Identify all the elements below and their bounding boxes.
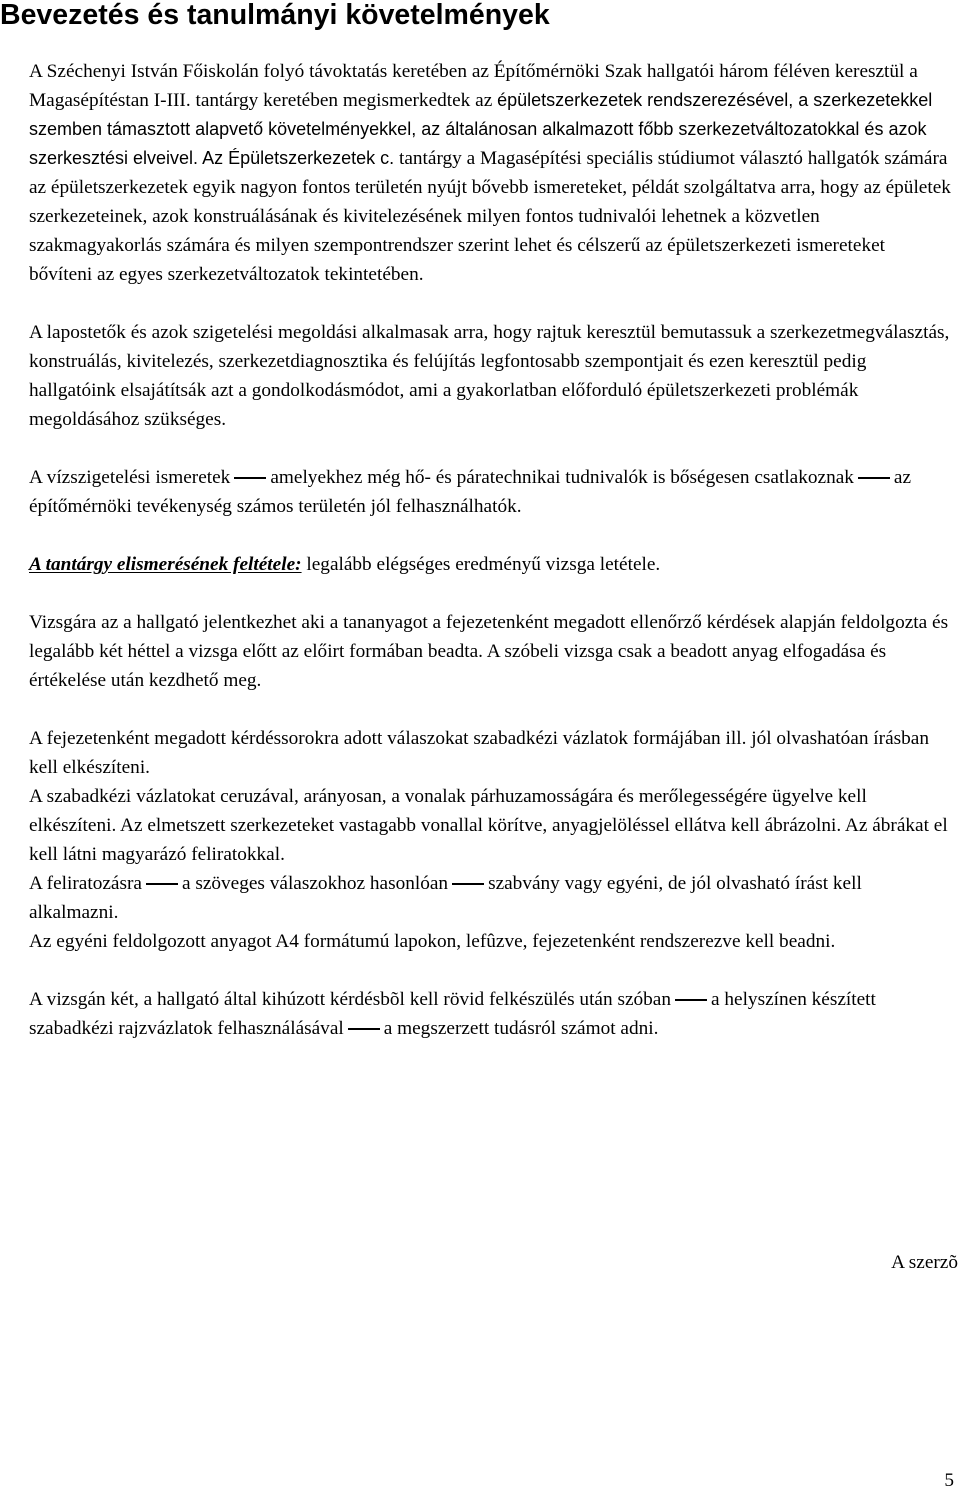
paragraph-intro xyxy=(29,57,951,289)
requirement-text: legalább elégséges eredményű vizsga letétele. xyxy=(301,554,661,575)
oral-exam-text-part-2: a helyszínen készített szabadkézi rajzvázlatok felhasználásával xyxy=(29,989,876,1039)
em-dash-rule xyxy=(146,883,178,885)
em-dash-rule xyxy=(234,477,266,479)
paragraph-requirement xyxy=(29,550,951,579)
intro-text-part-3: tantárgy a Magasépítési speciális stúdiumot választó hallgatók számára az épületszerkezetek egyik nagyon fontos területén nyújt bővebb ismereteket, példát szolgáltatva arra, hogy az épületek szerkezeteinek, azok konstruálásának és kivitelezésének milyen fontos tudnivalói lehetnek a közvetlen szakmagyakorlás számára és milyen szempontrendszer szerint lehet és célszerű az épületszerkezeti ismereteket bővíteni az egyes szerkezetváltozatok tekintetében. xyxy=(29,148,951,285)
labelling-text-part-1: A feliratozásra xyxy=(29,873,142,894)
oral-exam-text-part-1: A vizsgán két, a hallgató által kihúzott kérdésbõl kell rövid felkészülés után szóban xyxy=(29,989,671,1010)
intro-text-part-1: A Széchenyi István Főiskolán folyó távoktatás keretében az Építőmérnöki Szak hallgatói három féléven keresztül a Magasépítéstan I-III. tantárgy keretében megismerkedtek az xyxy=(29,61,918,111)
paragraph-answers: A fejezetenként megadott kérdéssorokra adott válaszokat szabadkézi vázlatok formájában ill. jól olvashatóan írásban kell elkészíteni. xyxy=(29,728,929,778)
em-dash-rule xyxy=(348,1028,380,1030)
paragraph-submission: Az egyéni feldolgozott anyagot A4 formátumú lapokon, lefûzve, fejezetenként rendszerezve kell beadni. xyxy=(29,931,836,952)
labelling-text-part-2: a szöveges válaszokhoz hasonlóan xyxy=(181,873,449,894)
paragraph-labelling xyxy=(29,869,951,927)
paragraph-exam-registration: Vizsgára az a hallgató jelentkezhet aki a tananyagot a fejezetenként megadott ellenőrző kérdések alapján feldolgozta és legalább két héttel a vizsga előtt az előirt formában beadta. A szóbeli vizsga csak a beadott anyag elfogadása és értékelése után kezdhető meg. xyxy=(29,612,949,691)
waterproofing-text-part-3: az építőmérnöki tevékenység számos területén jól felhasználhatók. xyxy=(29,467,912,517)
page-title: Bevezetés és tanulmányi követelmények xyxy=(0,0,550,31)
page-number: 5 xyxy=(944,1470,954,1491)
document-body xyxy=(29,57,951,1072)
paragraph-waterproofing xyxy=(29,463,951,521)
author-signature: A szerzõ xyxy=(891,1252,958,1273)
oral-exam-text-part-3: a megszerzett tudásról számot adni. xyxy=(383,1018,659,1039)
paragraph-sketches: A szabadkézi vázlatokat ceruzával, arányosan, a vonalak párhuzamosságára és merőlegességére ügyelve kell elkészíteni. Az elmetszett szerkezeteket vastagabb vonallal körítve, anyagjelöléssel ellátva kell ábrázolni. Az ábrákat el kell látni magyarázó feliratokkal. xyxy=(29,786,948,865)
waterproofing-text-part-2: amelyekhez még hő- és páratechnikai tudnivalók is bőségesen csatlakoznak xyxy=(270,467,854,488)
em-dash-rule xyxy=(452,883,484,885)
em-dash-rule xyxy=(858,477,890,479)
paragraph-oral-exam xyxy=(29,985,951,1043)
em-dash-rule xyxy=(675,999,707,1001)
requirement-heading: A tantárgy elismerésének feltétele: xyxy=(29,554,302,575)
labelling-text-part-3: szabvány vagy egyéni, de jól olvasható írást kell alkalmazni. xyxy=(29,873,862,923)
paragraph-flat-roofs: A lapostetők és azok szigetelési megoldási alkalmasak arra, hogy rajtuk keresztül bemutassuk a szerkezetmegválasztás, konstruálás, kivitelezés, szerkezetdiagnosztika és felújítás legfontosabb szempontjait és ezen keresztül pedig hallgatóink elsajátítsák azt a gondolkodásmódot, ami a gyakorlatban előforduló épületszerkezeti problémák megoldásához szükséges. xyxy=(29,322,950,430)
waterproofing-text-part-1: A vízszigetelési ismeretek xyxy=(29,467,231,488)
intro-text-part-2: épületszerkezetek rendszerezésével, a szerkezetekkel szemben támasztott alapvető követelményekkel, az általánosan alkalmazott főbb szerkezetváltozatokkal és azok szerkesztési elveivel. Az Épületszerkezetek c. xyxy=(29,90,933,168)
